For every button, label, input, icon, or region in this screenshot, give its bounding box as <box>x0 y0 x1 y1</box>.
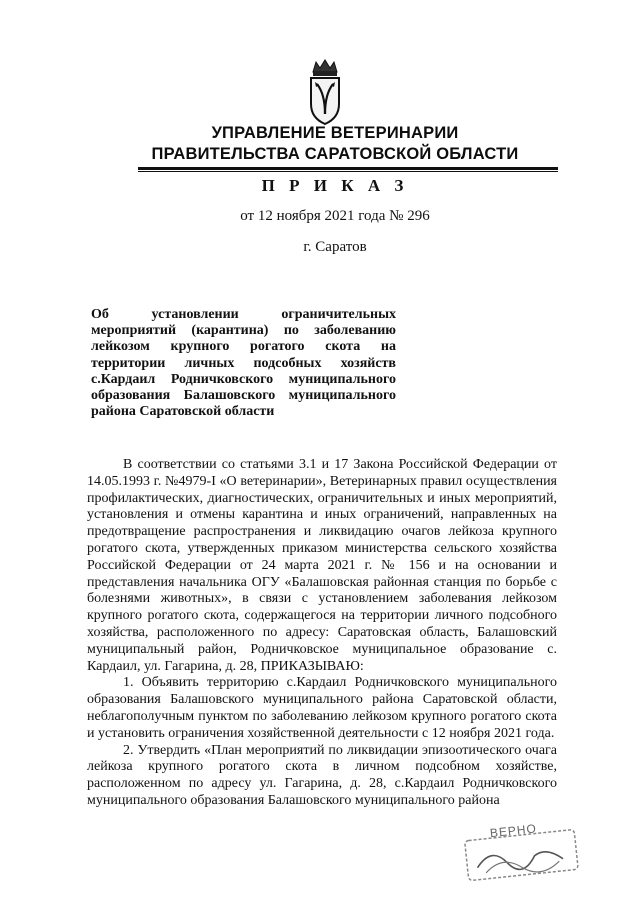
date-and-number: от 12 ноября 2021 года № 296 <box>240 208 430 224</box>
order-body <box>87 457 557 810</box>
org-name-line1: УПРАВЛЕНИЕ ВЕТЕРИНАРИИ <box>211 124 459 142</box>
preamble-paragraph: В соответствии со статьями 3.1 и 17 Закона Российской Федерации от 14.05.1993 г. №4979-I «О ветеринарии», Ветеринарных правил осуществления профилактических, диагностических, ограничительных и иных мероприятий, установления и отмены карантина и иных ограничений, направленных на предотвращение распространения и ликвидацию очагов лейкоза крупного рогатого скота, утвержденных приказом министерства сельского хозяйства Российской Федерации от 24 марта 2021 г. № 156 и на основании и представления начальника ОГУ «Балашовская районная станция по борьбе с болезнями животных», в связи с установлением заболевания лейкозом крупного рогатого скота, содержащегося на территории личного подсобного хозяйства, расположенного по адресу: Саратовская область, Балашовский муниципальный район, Родничковское муниципальное образование с. Кардаил, ул. Гагарина, д. 28, ПРИКАЗЫВАЮ: <box>87 457 557 674</box>
order-item-1: 1. Объявить территорию с.Кардаил Родничковского муниципального образования Балашовского муниципального района Саратовской области, неблагополучным пунктом по заболеванию лейкозом крупного рогатого скота и установить ограничения хозяйственной деятельности с 12 ноября 2021 года. <box>87 675 557 741</box>
copy-stamp <box>459 817 584 885</box>
coat-of-arms-icon <box>307 58 343 126</box>
document-type: П Р И К А З <box>261 176 409 195</box>
org-name-line2: ПРАВИТЕЛЬСТВА САРАТОВСКОЙ ОБЛАСТИ <box>151 145 519 163</box>
header-rule-thin <box>138 171 558 172</box>
stamp-label: ВЕРНО <box>489 821 538 841</box>
city-line: г. Саратов <box>303 239 367 255</box>
order-subject: Об установлении ограничительных мероприятий (карантина) по заболеванию лейкозом крупного рогатого скота на территории личных подсобных хозяйств с.Кардаил Родничковского муниципального образования Балашовского муниципального района Саратовской области <box>91 307 396 420</box>
header-rule-thick <box>138 167 558 170</box>
order-item-2: 2. Утвердить «План мероприятий по ликвидации эпизоотического очага лейкоза крупного рогатого скота в личном подсобном хозяйстве, расположенном по адресу ул. Гагарина, д. 28, с.Кардаил Родничковского муниципального образования Балашовского муниципального района <box>87 742 557 808</box>
